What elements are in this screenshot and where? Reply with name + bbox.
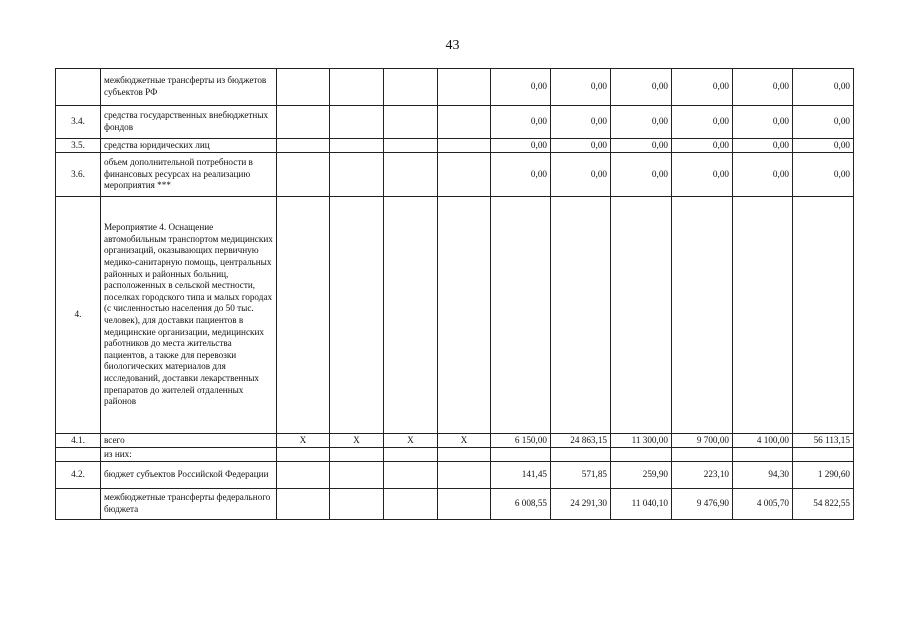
code-cell [384, 448, 438, 462]
code-cell [277, 153, 330, 197]
table-row [56, 434, 854, 448]
value-cell: 0,00 [611, 69, 672, 106]
row-description: межбюджетные трансферты из бюджетов субъектов РФ [101, 69, 277, 106]
row-number: 4.2. [56, 462, 101, 489]
table-body [56, 69, 854, 520]
value-cell: 9 476,90 [672, 489, 733, 520]
value-cell: 0,00 [551, 153, 611, 197]
code-cell [277, 489, 330, 520]
value-cell: 4 100,00 [733, 434, 793, 448]
value-cell [611, 448, 672, 462]
value-cell: 0,00 [793, 106, 854, 139]
value-cell: 223,10 [672, 462, 733, 489]
code-cell [438, 462, 491, 489]
value-cell: 0,00 [672, 106, 733, 139]
code-cell: X [384, 434, 438, 448]
value-cell: 0,00 [611, 139, 672, 153]
row-number: 3.4. [56, 106, 101, 139]
value-cell: 11 040,10 [611, 489, 672, 520]
value-cell: 24 291,30 [551, 489, 611, 520]
code-cell [330, 489, 384, 520]
value-cell: 6 008,55 [491, 489, 551, 520]
table-row [56, 153, 854, 197]
value-cell: 54 822,55 [793, 489, 854, 520]
value-cell [611, 197, 672, 434]
code-cell [384, 139, 438, 153]
code-cell [438, 139, 491, 153]
table-row [56, 462, 854, 489]
code-cell [384, 69, 438, 106]
value-cell [491, 197, 551, 434]
value-cell [551, 197, 611, 434]
table-row [56, 139, 854, 153]
value-cell: 0,00 [491, 139, 551, 153]
value-cell: 0,00 [733, 153, 793, 197]
code-cell [438, 153, 491, 197]
value-cell: 571,85 [551, 462, 611, 489]
value-cell: 1 290,60 [793, 462, 854, 489]
code-cell: X [438, 434, 491, 448]
value-cell: 0,00 [551, 69, 611, 106]
value-cell: 0,00 [672, 153, 733, 197]
code-cell [277, 106, 330, 139]
code-cell [277, 197, 330, 434]
value-cell [793, 448, 854, 462]
value-cell: 0,00 [733, 106, 793, 139]
budget-table [55, 68, 854, 520]
code-cell [330, 106, 384, 139]
value-cell [672, 197, 733, 434]
row-description: бюджет субъектов Российской Федерации [101, 462, 277, 489]
row-description: объем дополнительной потребности в финансовых ресурсах на реализацию мероприятия *** [101, 153, 277, 197]
value-cell: 141,45 [491, 462, 551, 489]
row-description: средства юридических лиц [101, 139, 277, 153]
value-cell [551, 448, 611, 462]
code-cell [277, 448, 330, 462]
code-cell [277, 139, 330, 153]
value-cell: 4 005,70 [733, 489, 793, 520]
code-cell [438, 106, 491, 139]
value-cell: 0,00 [793, 153, 854, 197]
row-description: Мероприятие 4. Оснащение автомобильным транспортом медицинских организаций, оказывающих первичную медико-санитарную помощь, центральных районных и районных больниц, расположенных в сельской местности, поселках городского типа и малых городах (с численностью населения до 50 тыс. человек), для доставки пациентов в медицинские организации, медицинских работников до места жительства пациентов, а также для перевозки биологических материалов для исследований, доставки лекарственных препаратов до жителей отдаленных районов [101, 197, 277, 434]
table-row [56, 448, 854, 462]
value-cell: 0,00 [491, 69, 551, 106]
row-number [56, 489, 101, 520]
value-cell: 11 300,00 [611, 434, 672, 448]
row-number: 4.1. [56, 434, 101, 448]
value-cell [491, 448, 551, 462]
table-row [56, 106, 854, 139]
value-cell [672, 448, 733, 462]
row-number: 3.5. [56, 139, 101, 153]
value-cell [733, 448, 793, 462]
code-cell [330, 139, 384, 153]
code-cell [277, 69, 330, 106]
value-cell: 9 700,00 [672, 434, 733, 448]
code-cell [384, 489, 438, 520]
code-cell [277, 462, 330, 489]
value-cell: 24 863,15 [551, 434, 611, 448]
code-cell [384, 106, 438, 139]
value-cell: 0,00 [611, 153, 672, 197]
value-cell: 0,00 [551, 106, 611, 139]
code-cell [438, 197, 491, 434]
table-row [56, 489, 854, 520]
code-cell [438, 489, 491, 520]
value-cell: 94,30 [733, 462, 793, 489]
table-row [56, 197, 854, 434]
row-number [56, 69, 101, 106]
value-cell: 0,00 [733, 69, 793, 106]
code-cell [330, 462, 384, 489]
value-cell: 56 113,15 [793, 434, 854, 448]
table-row [56, 69, 854, 106]
value-cell [733, 197, 793, 434]
row-number: 4. [56, 197, 101, 434]
value-cell: 0,00 [793, 69, 854, 106]
value-cell [793, 197, 854, 434]
code-cell [330, 448, 384, 462]
value-cell: 0,00 [491, 106, 551, 139]
value-cell: 0,00 [551, 139, 611, 153]
row-number: 3.6. [56, 153, 101, 197]
value-cell: 0,00 [611, 106, 672, 139]
row-description: средства государственных внебюджетных фондов [101, 106, 277, 139]
value-cell: 0,00 [672, 139, 733, 153]
row-description: межбюджетные трансферты федерального бюджета [101, 489, 277, 520]
code-cell: X [277, 434, 330, 448]
row-number [56, 448, 101, 462]
value-cell: 0,00 [733, 139, 793, 153]
code-cell [384, 153, 438, 197]
code-cell [330, 69, 384, 106]
value-cell: 259,90 [611, 462, 672, 489]
code-cell [330, 153, 384, 197]
row-description: из них: [101, 448, 277, 462]
code-cell [384, 197, 438, 434]
page-number: 43 [445, 38, 460, 53]
code-cell [384, 462, 438, 489]
value-cell: 6 150,00 [491, 434, 551, 448]
value-cell: 0,00 [491, 153, 551, 197]
row-description: всего [101, 434, 277, 448]
code-cell [438, 69, 491, 106]
value-cell: 0,00 [672, 69, 733, 106]
code-cell [330, 197, 384, 434]
value-cell: 0,00 [793, 139, 854, 153]
code-cell [438, 448, 491, 462]
code-cell: X [330, 434, 384, 448]
